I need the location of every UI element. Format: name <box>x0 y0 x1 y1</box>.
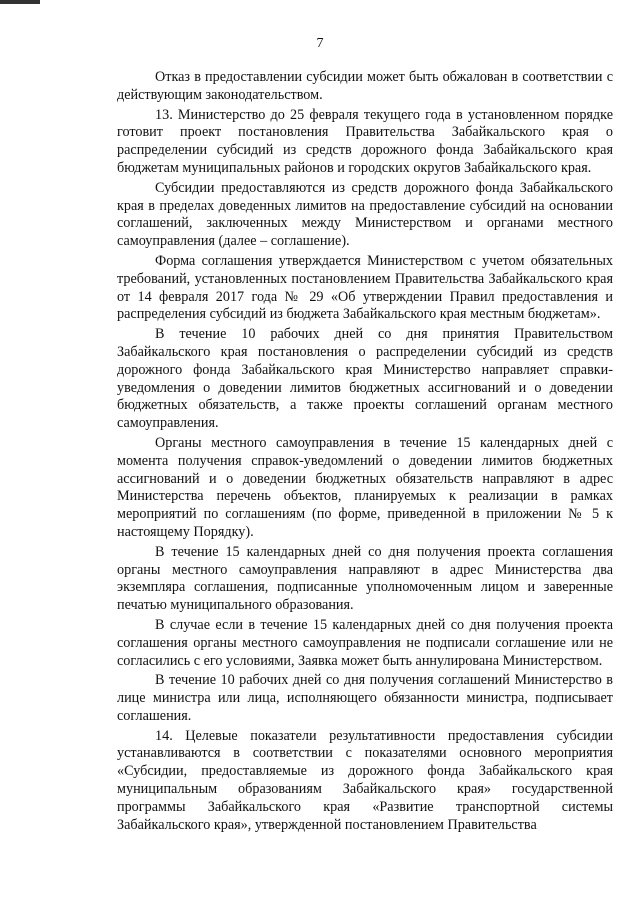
paragraph: Субсидии предоставляются из средств дорожного фонда Забайкальского края в пределах доведенных лимитов на предоставление субсидий на основании соглашений, заключенных между Министерством и органами местного самоуправления (далее – соглашение). <box>117 179 613 250</box>
paragraph: 13. Министерство до 25 февраля текущего года в установленном порядке готовит проект постановления Правительства Забайкальского края о распределении субсидий из средств дорожного фонда Забайкальского края бюджетам муниципальных районов и городских округов Забайкальского края. <box>117 106 613 176</box>
paragraph: 14. Целевые показатели результативности предоставления субсидии устанавливаются в соответствии с показателями основного мероприятия «Субсидии, предоставляемые из дорожного фонда Забайкальского края муниципальным образованиям Забайкальского края» государственной программы Забайкальского края «Развитие транспортной системы Забайкальского края», утвержденной постановлением Правительства <box>117 727 613 833</box>
paragraph: В случае если в течение 15 календарных дней со дня получения проекта соглашения органы местного самоуправления не подписали соглашение или не согласились с его условиями, Заявка может быть аннулирована Министерством. <box>117 616 613 669</box>
paragraph: Форма соглашения утверждается Министерством с учетом обязательных требований, установленных постановлением Правительства Забайкальского края от 14 февраля 2017 года № 29 «Об утверждении Правил предоставления и распределения субсидий из бюджета Забайкальского края местным бюджетам». <box>117 252 613 323</box>
scan-corner-mark <box>0 0 40 4</box>
document-body <box>117 69 613 834</box>
paragraph: В течение 10 рабочих дней со дня принятия Правительством Забайкальского края постановления о распределении субсидий из средств дорожного фонда Забайкальского края Министерство направляет справки-уведомления о доведении лимитов бюджетных ассигнований и о доведении бюджетных обязательств, а также проекты соглашений органам местного самоуправления. <box>117 326 613 432</box>
page-number: 7 <box>316 36 324 51</box>
paragraph: Отказ в предоставлении субсидии может быть обжалован в соответствии с действующим законодательством. <box>117 69 613 103</box>
paragraph: В течение 10 рабочих дней со дня получения соглашений Министерство в лице министра или лица, исполняющего обязанности министра, подписывает соглашения. <box>117 672 613 724</box>
paragraph: Органы местного самоуправления в течение 15 календарных дней с момента получения справок-уведомлений о доведении лимитов бюджетных ассигнований и о доведении бюджетных обязательств направляют в адрес Министерства перечень объектов, планируемых к реализации в рамках мероприятий по соглашениям (по форме, приведенной в приложении № 5 к настоящему Порядку). <box>117 434 613 540</box>
paragraph: В течение 15 календарных дней со дня получения проекта соглашения органы местного самоуправления направляют в адрес Министерства два экземпляра соглашения, подписанные уполномоченным лицом и заверенные печатью муниципального образования. <box>117 543 613 614</box>
